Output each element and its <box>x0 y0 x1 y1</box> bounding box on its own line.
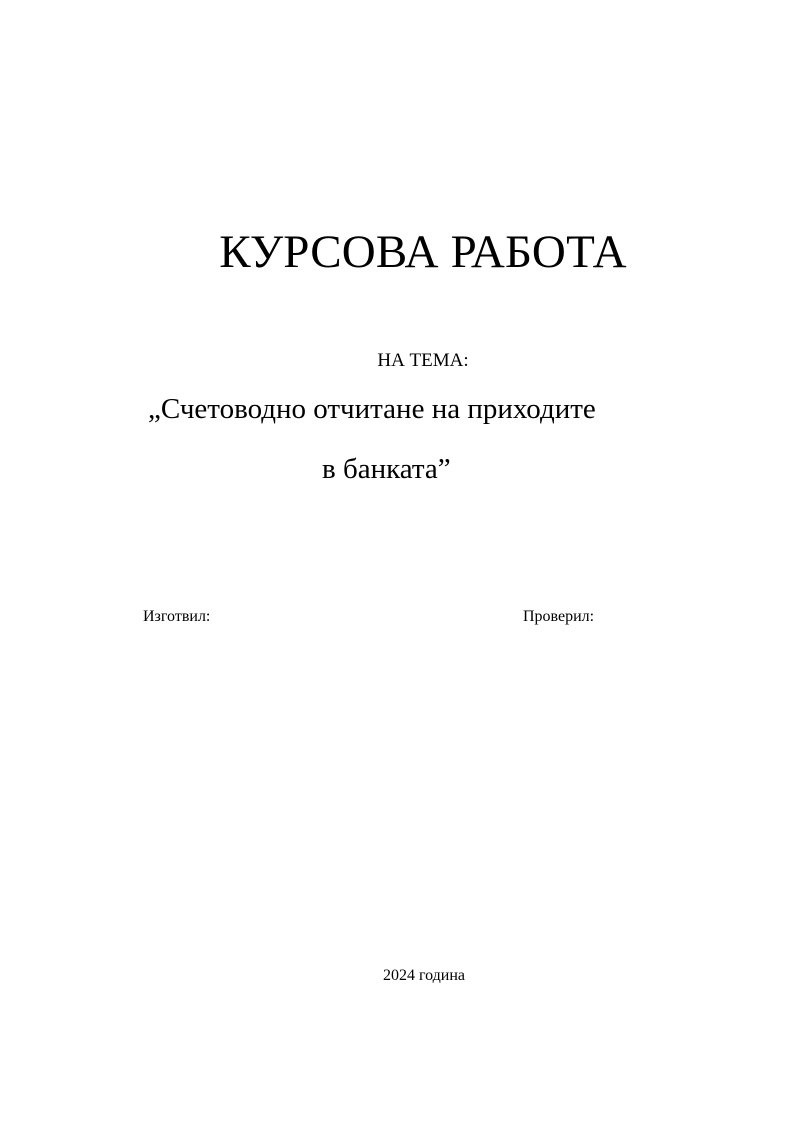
prepared-by-label: Изготвил: <box>143 608 211 625</box>
document-title: КУРСОВА РАБОТА <box>219 226 627 278</box>
topic-line-1: „Счетоводно отчитане на приходите <box>148 393 596 425</box>
checked-by-label: Проверил: <box>523 608 595 625</box>
year-label: 2024 година <box>382 967 466 984</box>
topic-line-2: в банката” <box>322 453 451 485</box>
subject-label: НА ТЕМА: <box>377 350 469 371</box>
